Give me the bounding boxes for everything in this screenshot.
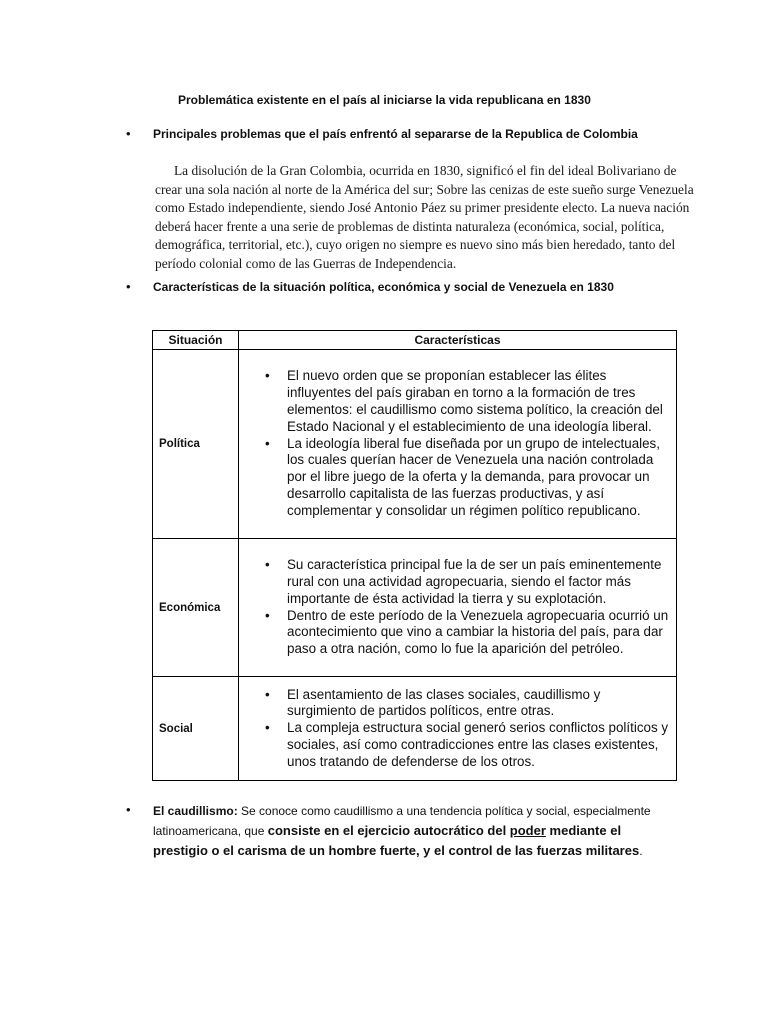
header-caracteristicas: Características (239, 331, 677, 350)
row-situation: Política (153, 350, 239, 539)
table-row (153, 539, 677, 677)
list-item: • El nuevo orden que se proponían establecer las élites influyentes del país giraban en torno a la formación de tres elementos: el caudillismo como sistema político, la creación del Estado Nacional y el establecimiento de una ideología liberal. (239, 368, 670, 435)
bullet-icon (126, 130, 134, 138)
characteristics-table (152, 330, 677, 781)
row-situation: Económica (153, 539, 239, 677)
table-row (153, 677, 677, 781)
header-situacion: Situación (153, 331, 239, 350)
row-characteristics (239, 350, 677, 539)
table-row (153, 350, 677, 539)
list-item: • Su característica principal fue la de ser un país eminentemente rural con una actividad agropecuaria, siendo el factor más importante de ésta actividad la tierra y su explotación. (239, 557, 670, 607)
list-item: • La ideología liberal fue diseñada por un grupo de intelectuales, los cuales querían hacer de Venezuela una nación controlada por el libre juego de la oferta y la demanda, para provocar un desarrollo capitalista de las fuerzas productivas, y así complementar y consolidar un régimen político republicano. (239, 436, 670, 520)
list-item: • Dentro de este período de la Venezuela agropecuaria ocurrió un acontecimiento que vino a cambiar la historia del país, para dar paso a otra nación, como lo fue la aparición del petróleo. (239, 608, 670, 658)
caudillismo-label: El caudillismo: (153, 804, 238, 818)
row-situation: Social (153, 677, 239, 781)
caudillismo-text: Se conoce como caudillismo a una tendencia política y social, especialmente latinoamericana, que (153, 804, 651, 838)
list-item: • La compleja estructura social generó serios conflictos políticos y sociales, así como contradicciones entre las clases existentes, unos tratando de defenderse de los otros. (239, 720, 670, 770)
table-header-row (153, 331, 677, 350)
section2-heading: Características de la situación política, económica y social de Venezuela en 1830 (153, 280, 614, 294)
caudillismo-paragraph (153, 802, 673, 861)
poder-link[interactable]: poder (509, 823, 546, 838)
bullet-icon (126, 806, 134, 814)
section1-heading: Principales problemas que el país enfrentó al separarse de la Republica de Colombia (153, 127, 638, 141)
caudillismo-end: . (639, 844, 643, 858)
row-characteristics (239, 677, 677, 781)
row-characteristics (239, 539, 677, 677)
caudillismo-bold-2: mediante el prestigio o el carisma de un hombre fuerte, y el control de las fuerzas militares (153, 823, 640, 858)
bullet-icon (126, 283, 134, 291)
caudillismo-bold-1: consiste en el ejercicio autocrático del (267, 823, 510, 838)
page-title: Problemática existente en el país al iniciarse la vida republicana en 1830 (178, 93, 591, 107)
section1-paragraph: La disolución de la Gran Colombia, ocurrida en 1830, significó el fin del ideal Bolivariano de crear una sola nación al norte de la América del sur; Sobre las cenizas de este sueño surge Venezuela como Estado independiente, siendo José Antonio Páez su primer presidente electo. La nueva nación deberá hacer frente a una serie de problemas de distinta naturaleza (económica, social, política, demográfica, territorial, etc.), cuyo origen no siempre es nuevo sino más bien heredado, tanto del período colonial como de las Guerras de Independencia. (155, 163, 694, 271)
list-item: • El asentamiento de las clases sociales, caudillismo y surgimiento de partidos políticos, entre otras. (239, 687, 670, 721)
